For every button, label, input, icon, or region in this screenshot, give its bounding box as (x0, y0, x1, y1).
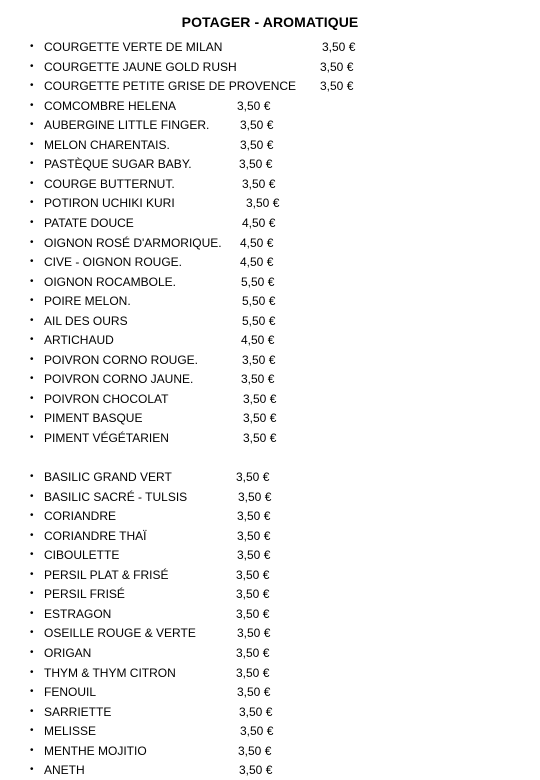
item-name: AUBERGINE LITTLE FINGER. (44, 118, 210, 133)
bullet-icon: • (30, 314, 34, 326)
item-name: PIMENT BASQUE (44, 411, 143, 426)
list-item (0, 292, 540, 310)
bullet-icon: • (30, 490, 34, 502)
list-item (0, 155, 540, 173)
bullet-icon: • (30, 510, 34, 522)
item-price: 3,50 € (236, 606, 270, 621)
item-name: MENTHE MOJITIO (44, 743, 147, 758)
item-name: AIL DES OURS (44, 313, 128, 328)
item-price: 3,50 € (236, 567, 270, 582)
item-name: PIMENT VÉGÉTARIEN (44, 431, 169, 445)
item-name: ESTRAGON (44, 606, 112, 621)
item-name: POIVRON CORNO JAUNE. (44, 372, 194, 387)
item-price: 3,50 € (240, 724, 274, 739)
item-price: 3,50 € (237, 685, 271, 699)
item-price: 3,50 € (241, 372, 275, 387)
bullet-icon: • (30, 158, 34, 170)
item-name: BASILIC SACRÉ - TULSIS (44, 489, 188, 504)
bullet-icon: • (30, 217, 34, 228)
item-name: POIVRON CORNO ROUGE. (44, 352, 199, 367)
item-price: 4,50 € (241, 333, 275, 348)
item-price: 3,50 € (242, 352, 276, 367)
list-item (0, 214, 540, 232)
list-item (0, 664, 540, 682)
bullet-icon: • (30, 764, 34, 776)
bullet-icon: • (30, 177, 34, 189)
item-price: 3,50 € (236, 646, 270, 660)
bullet-icon: • (30, 334, 34, 346)
list-item (0, 331, 540, 349)
item-price: 4,50 € (240, 235, 274, 250)
item-price: 3,50 € (236, 665, 270, 680)
list-item (0, 409, 540, 427)
item-price: 3,50 € (320, 59, 354, 74)
bullet-icon: • (30, 353, 34, 365)
item-price: 5,50 € (242, 294, 276, 309)
bullet-icon: • (30, 549, 34, 561)
item-price: 3,50 € (237, 548, 271, 563)
item-price: 3,50 € (238, 489, 272, 504)
list-item (0, 429, 540, 447)
bullet-icon: • (30, 119, 34, 131)
item-name: COMCOMBRE HELENA (44, 98, 177, 113)
list-item (0, 77, 540, 95)
bullet-icon: • (30, 432, 34, 443)
bullet-icon: • (30, 138, 34, 150)
list-item (0, 585, 540, 603)
list-item (0, 175, 540, 193)
item-price: 3,50 € (237, 528, 271, 543)
bullet-icon: • (30, 705, 34, 717)
bullet-icon: • (30, 197, 34, 209)
item-name: ORIGAN (44, 646, 92, 660)
list-item (0, 566, 540, 584)
bullet-icon: • (30, 471, 34, 482)
list-item (0, 234, 540, 252)
bullet-icon: • (30, 99, 34, 111)
item-name: PERSIL FRISÉ (44, 587, 125, 602)
item-name: COURGETTE VERTE DE MILAN (44, 40, 223, 54)
list-item (0, 507, 540, 525)
list-item (0, 527, 540, 545)
item-price: 4,50 € (240, 255, 274, 270)
item-name: POTIRON UCHIKI KURI (44, 196, 175, 211)
bullet-icon: • (30, 295, 34, 307)
item-name: PERSIL PLAT & FRISÉ (44, 567, 169, 582)
list-item (0, 253, 540, 271)
list-item (0, 194, 540, 212)
item-name: MELISSE (44, 724, 97, 739)
list-item (0, 351, 540, 369)
bullet-icon: • (30, 568, 34, 580)
bullet-icon: • (30, 41, 34, 52)
list-item (0, 97, 540, 115)
item-name: OIGNON ROCAMBOLE. (44, 274, 177, 289)
item-price: 3,50 € (322, 40, 356, 54)
item-price: 3,50 € (237, 509, 271, 524)
bullet-icon: • (30, 744, 34, 756)
list-item (0, 370, 540, 388)
item-name: COURGETTE JAUNE GOLD RUSH (44, 59, 237, 74)
item-name: ANETH (44, 763, 85, 778)
item-price: 3,50 € (239, 704, 273, 719)
bullet-icon: • (30, 666, 34, 678)
bullet-icon: • (30, 725, 34, 737)
item-name: COURGETTE PETITE GRISE DE PROVENCE (44, 79, 297, 94)
item-price: 5,50 € (242, 313, 276, 328)
list-item (0, 38, 540, 56)
item-price: 3,50 € (236, 587, 270, 602)
bullet-icon: • (30, 607, 34, 619)
list-item (0, 761, 540, 779)
item-name: OIGNON ROSÉ D'ARMORIQUE. (44, 235, 222, 250)
item-price: 5,50 € (241, 274, 275, 289)
list-item (0, 116, 540, 134)
list-item (0, 312, 540, 330)
bullet-icon: • (30, 80, 34, 92)
list-item (0, 58, 540, 76)
item-name: FENOUIL (44, 685, 97, 699)
bullet-icon: • (30, 373, 34, 385)
bullet-icon: • (30, 529, 34, 541)
list-item (0, 273, 540, 291)
item-name: CIBOULETTE (44, 548, 120, 563)
list-item (0, 390, 540, 408)
item-name: PASTÈQUE SUGAR BABY. (44, 157, 192, 172)
list-item (0, 683, 540, 701)
list-item (0, 644, 540, 662)
bullet-icon: • (30, 392, 34, 404)
list-item (0, 703, 540, 721)
item-name: ARTICHAUD (44, 333, 114, 348)
item-price: 3,50 € (240, 137, 274, 152)
item-price: 3,50 € (320, 79, 354, 94)
item-price: 3,50 € (246, 196, 280, 211)
list-item (0, 742, 540, 760)
item-price: 3,50 € (238, 743, 272, 758)
item-name: OSEILLE ROUGE & VERTE (44, 626, 196, 641)
item-price: 3,50 € (239, 157, 273, 172)
list-item (0, 546, 540, 564)
bullet-icon: • (30, 647, 34, 658)
list-item (0, 488, 540, 506)
list-item (0, 624, 540, 642)
item-price: 3,50 € (242, 176, 276, 191)
item-price: 3,50 € (236, 470, 270, 484)
item-price: 3,50 € (243, 431, 277, 445)
item-name: CORIANDRE THAÏ (44, 528, 147, 543)
list-item (0, 136, 540, 154)
item-price: 3,50 € (239, 763, 273, 778)
list-item (0, 722, 540, 740)
item-name: SARRIETTE (44, 704, 112, 719)
bullet-icon: • (30, 588, 34, 600)
bullet-icon: • (30, 686, 34, 697)
item-price: 3,50 € (237, 626, 271, 641)
item-name: THYM & THYM CITRON (44, 665, 176, 680)
item-name: CORIANDRE (44, 509, 117, 524)
item-name: POIRE MELON. (44, 294, 131, 309)
item-name: COURGE BUTTERNUT. (44, 176, 175, 191)
item-name: MELON CHARENTAIS. (44, 137, 170, 152)
item-price: 3,50 € (243, 411, 277, 426)
list-item (0, 605, 540, 623)
item-price: 3,50 € (237, 98, 271, 113)
bullet-icon: • (30, 275, 34, 287)
item-name: POIVRON CHOCOLAT (44, 391, 169, 406)
bullet-icon: • (30, 236, 34, 248)
page-title: POTAGER - AROMATIQUE (181, 14, 359, 30)
bullet-icon: • (30, 412, 34, 424)
list-item (0, 468, 540, 486)
item-price: 4,50 € (242, 216, 276, 230)
bullet-icon: • (30, 627, 34, 639)
item-price: 3,50 € (243, 391, 277, 406)
bullet-icon: • (30, 60, 34, 72)
bullet-icon: • (30, 256, 34, 268)
item-name: BASILIC GRAND VERT (44, 470, 172, 484)
item-name: CIVE - OIGNON ROUGE. (44, 255, 183, 270)
item-price: 3,50 € (240, 118, 274, 133)
item-name: PATATE DOUCE (44, 216, 134, 230)
